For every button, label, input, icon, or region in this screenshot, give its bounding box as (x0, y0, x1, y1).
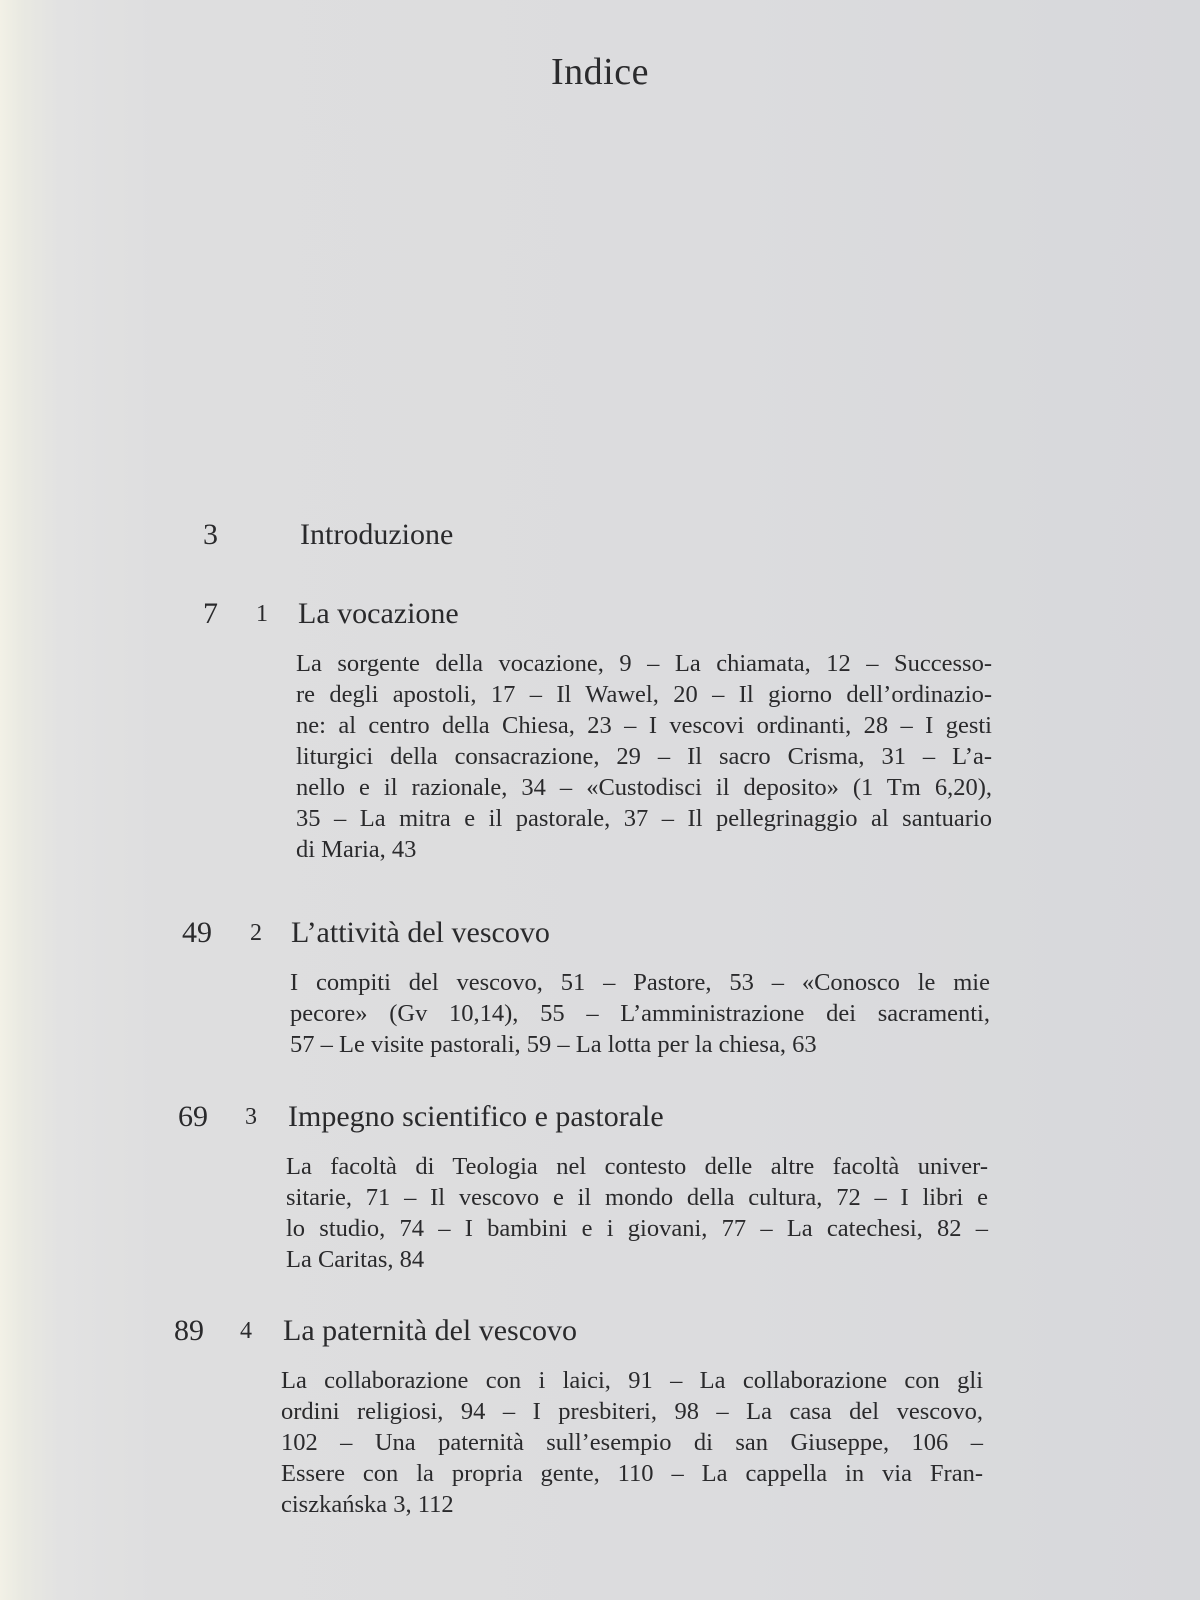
toc-section-line: ciszkańska 3, 112 (281, 1491, 454, 1518)
toc-section-line: 57 – Le visite pastorali, 59 – La lotta per la chiesa, 63 (290, 1031, 817, 1058)
toc-section-line: La Caritas, 84 (286, 1246, 425, 1273)
toc-section-list (281, 1365, 983, 1520)
toc-section-list (286, 1151, 988, 1275)
toc-section-line: La collaborazione con i laici, 91 – La collaborazione con gli (281, 1367, 983, 1394)
toc-section-list (290, 967, 990, 1060)
toc-title: Impegno scientifico e pastorale (288, 1100, 664, 1133)
toc-section-line: Essere con la propria gente, 110 – La cappella in via Fran- (281, 1460, 983, 1487)
chapter-number: 2 (250, 920, 262, 946)
chapter-number: 1 (256, 601, 268, 627)
toc-section-line: ordini religiosi, 94 – I presbiteri, 98 – La casa del vescovo, (281, 1398, 983, 1425)
toc-section-line: nello e il razionale, 34 – «Custodisci il deposito» (1 Tm 6,20), (296, 774, 992, 801)
toc-page-number: 89 (174, 1314, 204, 1347)
toc-title: L’attività del vescovo (291, 916, 550, 949)
toc-section-line: di Maria, 43 (296, 836, 417, 863)
toc-section-line: I compiti del vescovo, 51 – Pastore, 53 – «Conosco le mie (290, 969, 990, 996)
toc-section-line: liturgici della consacrazione, 29 – Il sacro Crisma, 31 – L’a- (296, 743, 992, 770)
toc-section-line: 35 – La mitra e il pastorale, 37 – Il pellegrinaggio al santuario (296, 805, 992, 832)
toc-section-line: La facoltà di Teologia nel contesto delle altre facoltà univer- (286, 1153, 988, 1180)
toc-section-line: 102 – Una paternità sull’esempio di san Giuseppe, 106 – (281, 1429, 983, 1456)
page-title: Indice (551, 51, 649, 93)
chapter-number: 4 (240, 1318, 252, 1344)
toc-section-line: pecore» (Gv 10,14), 55 – L’amministrazione dei sacramenti, (290, 1000, 990, 1027)
toc-section-line: lo studio, 74 – I bambini e i giovani, 77 – La catechesi, 82 – (286, 1215, 988, 1242)
toc-section-line: ne: al centro della Chiesa, 23 – I vescovi ordinanti, 28 – I gesti (296, 712, 992, 739)
toc-page-number: 49 (182, 916, 212, 949)
toc-title: La paternità del vescovo (283, 1314, 578, 1347)
chapter-number: 3 (245, 1104, 257, 1130)
toc-section-list (296, 648, 992, 865)
toc-page-number: 3 (203, 518, 218, 551)
toc-section-line: re degli apostoli, 17 – Il Wawel, 20 – Il giorno dell’ordinazio- (296, 681, 992, 708)
toc-section-line: La sorgente della vocazione, 9 – La chiamata, 12 – Successo- (296, 650, 992, 677)
toc-title: La vocazione (298, 597, 459, 630)
toc-section-line: sitarie, 71 – Il vescovo e il mondo della cultura, 72 – I libri e (286, 1184, 988, 1211)
toc-page-number: 69 (178, 1100, 208, 1133)
toc-page-number: 7 (203, 597, 218, 630)
toc-title: Introduzione (300, 518, 454, 551)
